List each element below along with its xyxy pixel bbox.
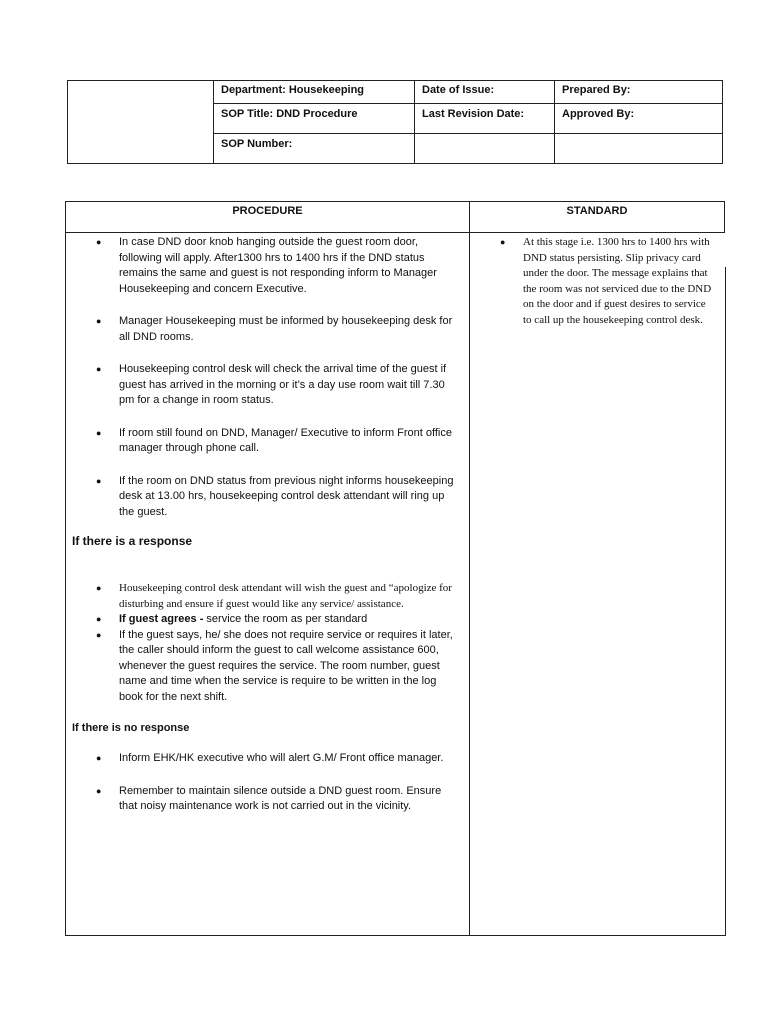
list-item: ● If guest agrees - service the room as per standard bbox=[96, 613, 368, 625]
standard-right-border bbox=[725, 267, 726, 936]
sop-header-table bbox=[67, 80, 723, 164]
procedure-cell bbox=[66, 233, 470, 936]
response-heading: If there is a response bbox=[72, 534, 193, 548]
response-list bbox=[66, 581, 469, 705]
list-item: ● If the guest says, he/ she does not require service or requires it later, the caller should inform the guest to call welcome assistance 600, whenever the guest requires the service. The room number, guest name and time when the service is require to be written in the log book for the next shift. bbox=[96, 628, 453, 703]
list-item: ● At this stage i.e. 1300 hrs to 1400 hrs with DND status persisting. Slip privacy card under the door. The message explains that the room was not serviced due to the DND on the door and if guest desires to service to call up the housekeeping control desk. bbox=[500, 236, 712, 326]
no-response-list bbox=[66, 751, 469, 815]
list-item: ● If the room on DND status from previous night informs housekeeping desk at 13.00 hrs, housekeeping control desk attendant will ring up the guest. bbox=[96, 474, 454, 518]
sop-number-cell: SOP Number: bbox=[214, 134, 415, 164]
department-cell: Department: Housekeeping bbox=[214, 81, 415, 104]
list-item: ● Housekeeping control desk will check the arrival time of the guest if guest has arrived in the morning or it’s a day use room wait till 7.30 pm for a change in room status. bbox=[96, 363, 447, 406]
standard-list bbox=[470, 235, 725, 328]
approved-by-cell: Approved By: bbox=[555, 104, 723, 134]
list-item: ● In case DND door knob hanging outside the guest room door, following will apply. After1300 hrs to 1400 hrs if the DND status remains the same and guest is not responding inform to Manager Housekeeping and concern Executive. bbox=[96, 236, 437, 295]
last-revision-cell: Last Revision Date: bbox=[415, 104, 555, 134]
logo-cell bbox=[68, 81, 214, 164]
list-item: ● If room still found on DND, Manager/ Executive to inform Front office manager through phone call. bbox=[96, 426, 452, 454]
standard-cell bbox=[470, 233, 725, 936]
procedure-header: PROCEDURE bbox=[66, 202, 470, 233]
empty-cell bbox=[415, 134, 555, 164]
sop-title-cell: SOP Title: DND Procedure bbox=[214, 104, 415, 134]
list-item: ● Inform EHK/HK executive who will alert G.M/ Front office manager. bbox=[96, 752, 444, 764]
empty-cell bbox=[555, 134, 723, 164]
no-response-heading: If there is no response bbox=[72, 722, 190, 734]
procedure-table bbox=[65, 201, 725, 936]
list-item: ● Manager Housekeeping must be informed by housekeeping desk for all DND rooms. bbox=[96, 315, 453, 343]
procedure-list bbox=[66, 235, 469, 520]
list-item: ● Remember to maintain silence outside a DND guest room. Ensure that noisy maintenance work is not carried out in the vicinity. bbox=[96, 784, 442, 812]
standard-header: STANDARD bbox=[470, 202, 725, 233]
list-item: ● Housekeeping control desk attendant will wish the guest and “apologize for disturbing and ensure if guest would like any service/ assistance. bbox=[96, 582, 452, 610]
date-of-issue-cell: Date of Issue: bbox=[415, 81, 555, 104]
prepared-by-cell: Prepared By: bbox=[555, 81, 723, 104]
